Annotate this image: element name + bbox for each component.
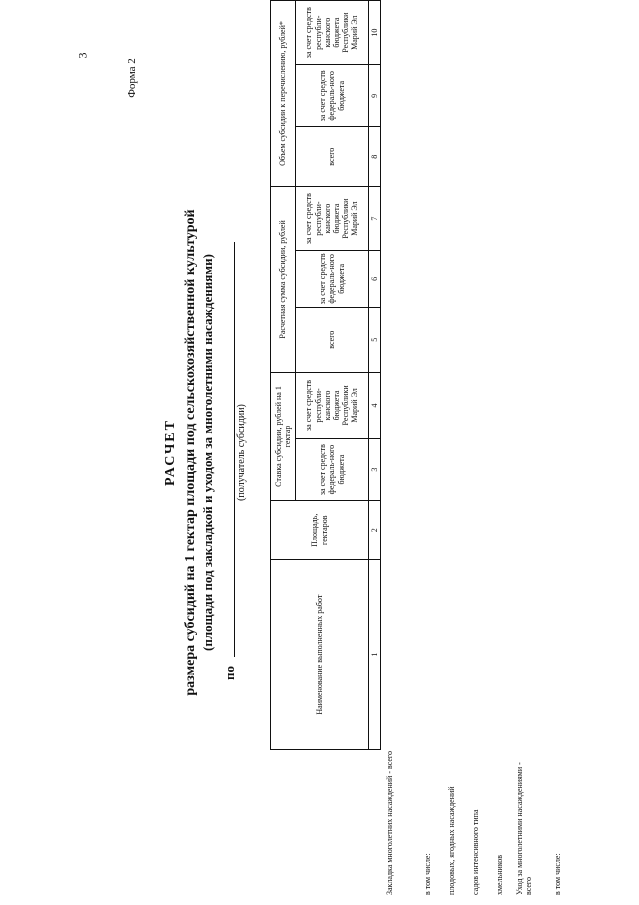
header-rate-federal: за счет средств федераль-ного бюджета (296, 439, 369, 501)
header-calc-federal: за счет средств федераль-ного бюджета (296, 251, 369, 307)
header-rate: Ставка субсидии, рублей на 1 гектар (271, 372, 296, 500)
header-calc: Расчетная сумма субсидии, рублей (271, 186, 296, 372)
subsidy-table (270, 0, 381, 750)
row-label: хмельников (495, 854, 504, 895)
doc-subtitle-2: (площади под закладкой и уходом за многолетними насаждениями) (200, 254, 215, 651)
row-label: в том числе: (423, 853, 432, 895)
row-label: Закладка многолетних насаждений - всего (385, 751, 394, 895)
col-number: 5 (369, 307, 381, 372)
form-label: Форма 2 (125, 58, 138, 98)
recipient-line (234, 242, 235, 657)
header-volume-total: всего (296, 127, 369, 187)
header-volume: Объем субсидии к перечислению, рублей* (271, 1, 296, 187)
col-number: 4 (369, 372, 381, 438)
header-calc-total: всего (296, 307, 369, 372)
col-number: 10 (369, 1, 381, 65)
page-number: 3 (75, 52, 90, 59)
recipient-caption: (получатель субсидии) (236, 404, 247, 501)
col-number: 9 (369, 65, 381, 127)
col-number: 3 (369, 439, 381, 501)
header-work-name: Наименование выполненных работ (271, 560, 369, 750)
header-calc-republic: за счет средств республи-канского бюджета Республики Марий Эл (296, 186, 369, 250)
col-number: 8 (369, 127, 381, 187)
row-label: плодовых, ягодных насаждений (447, 786, 456, 895)
header-rate-republic: за счет средств республи-канского бюджета Республики Марий Эл (296, 372, 369, 438)
doc-subtitle: размера субсидий на 1 гектар площади под сельскохозяйственной культурой (183, 209, 198, 696)
row-label: в том числе: (553, 853, 562, 895)
col-number: 6 (369, 251, 381, 307)
header-volume-republic: за счет средств республи-канского бюджета Республики Марий Эл (296, 1, 369, 65)
header-area: Площадь, гектаров (271, 501, 369, 560)
po-label: по (222, 666, 237, 680)
row-label: садов интенсивного типа (471, 809, 480, 895)
col-number: 2 (369, 501, 381, 560)
row-label: Уход за многолетними насаждениями - всего (515, 762, 533, 895)
header-volume-federal: за счет средств федераль-ного бюджета (296, 65, 369, 127)
col-number: 1 (369, 560, 381, 750)
doc-title: РАСЧЕТ (163, 419, 178, 486)
col-number: 7 (369, 186, 381, 250)
